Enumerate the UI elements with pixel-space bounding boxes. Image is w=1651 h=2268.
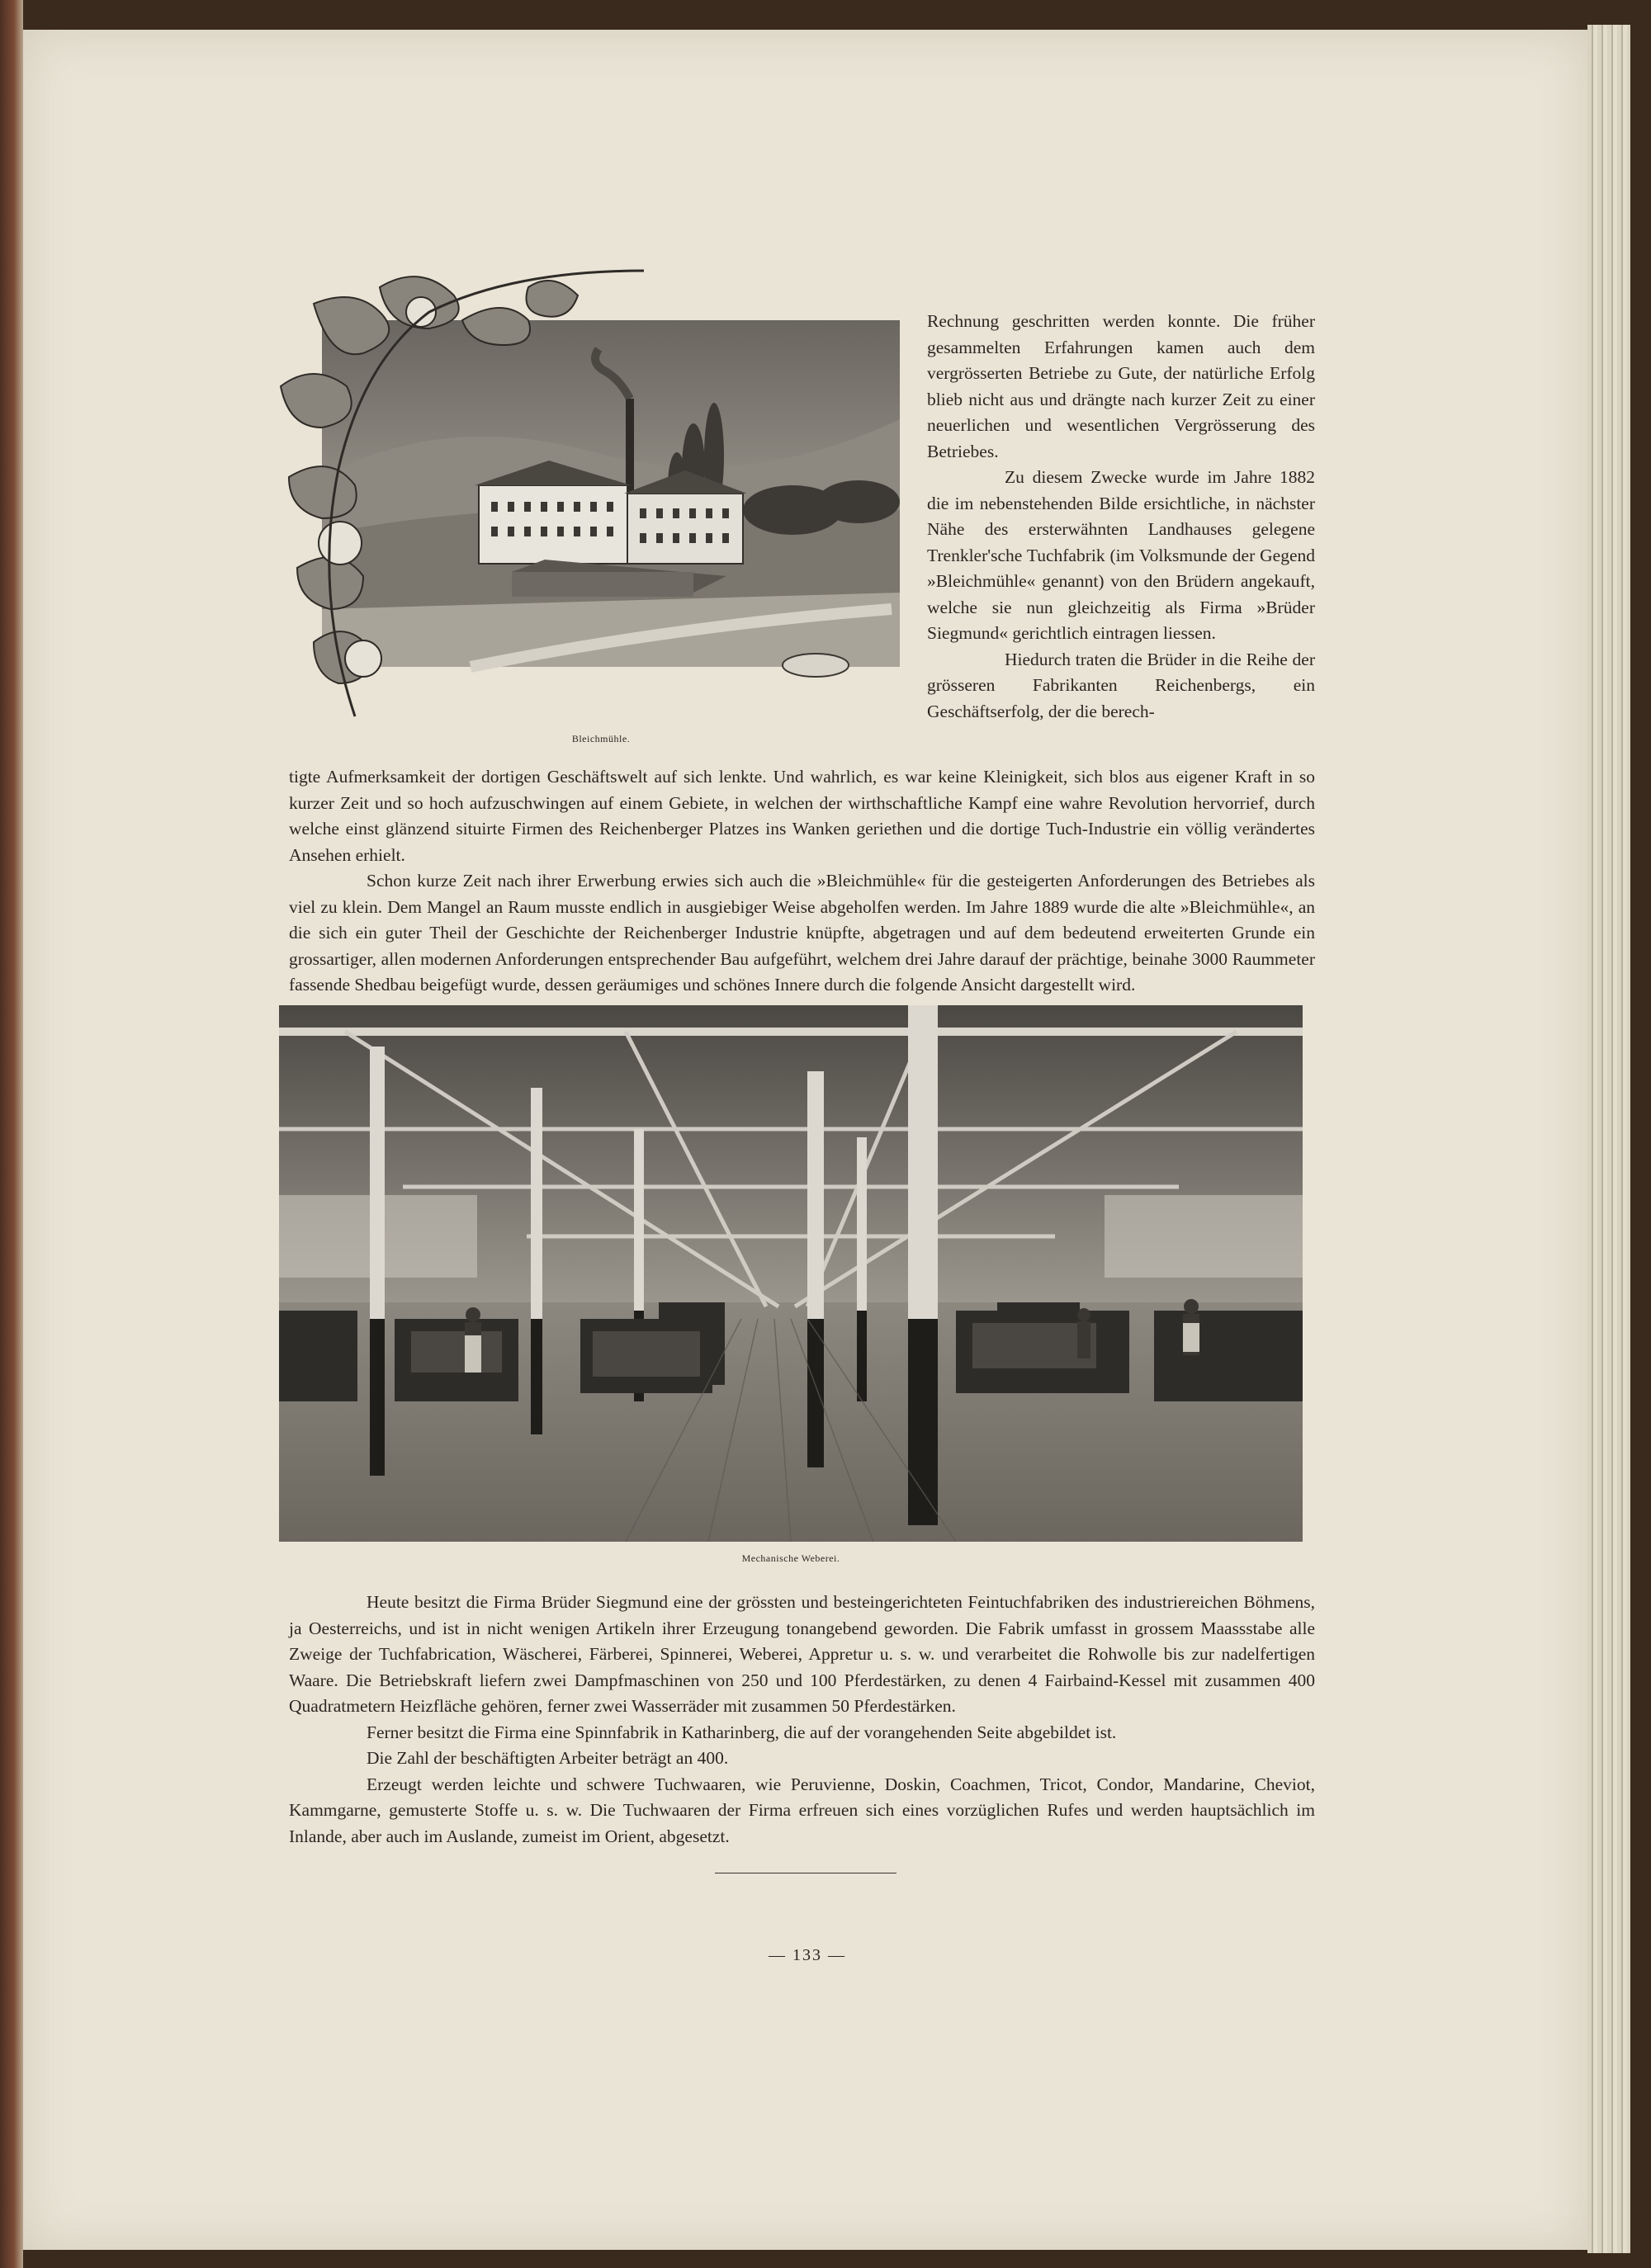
right-column-text xyxy=(927,309,1315,725)
bleichmuehle-illustration xyxy=(264,262,916,725)
weberei-photograph xyxy=(279,1005,1303,1542)
paragraph: Ferner besitzt die Firma eine Spinnfabrik in Katharinberg, die auf der vorangehenden Seite abgebildet ist. xyxy=(367,1722,1117,1742)
paragraph: Erzeugt werden leichte und schwere Tuchwaaren, wie Peruvienne, Doskin, Coachmen, Tricot, Condor, Mandarine, Cheviot, Kammgarne, gemusterte Stoffe u. s. w. Die Tuchwaaren der Firma erfreuen sich eines vorzüglichen Rufes und werden hauptsächlich im Inlande, aber auch im Auslande, zumeist im Orient, abgesetzt. xyxy=(289,1774,1315,1846)
figure2-caption: Mechanische Weberei. xyxy=(741,1552,840,1564)
page-edges xyxy=(1587,25,1630,2253)
upper-text-block xyxy=(289,764,1315,999)
bleichmuehle-engraving xyxy=(264,262,916,725)
page-number: — 133 — xyxy=(769,1946,846,1964)
paragraph: Die Zahl der beschäftigten Arbeiter beträgt an 400. xyxy=(367,1748,729,1768)
lower-text-block xyxy=(289,1590,1315,1850)
book-page xyxy=(23,30,1587,2250)
book-spine xyxy=(0,0,23,2268)
paragraph: Schon kurze Zeit nach ihrer Erwerbung erwies sich auch die »Bleichmühle« für die gesteigerten Anforderungen des Betriebes als viel zu klein. Dem Mangel an Raum musste endlich in ausgiebiger Weise abgeholfen werden. Im Jahre 1889 wurde die alte »Bleichmühle«, an die sich ein guter Theil der Geschichte der Reichenberger Industrie knüpfte, abgetragen und auf dem bedeutend erweiterten Grunde ein grossartiger, allen modernen Anforderungen entsprechender Bau aufgeführt, welchem drei Jahre darauf der prächtige, beinahe 3000 Raummeter fassende Shedbau beigefügt wurde, dessen geräumiges und schönes Innere durch die folgende Ansicht dargestellt wird. xyxy=(289,871,1315,995)
paragraph: Hiedurch traten die Brüder in die Reihe der grösseren Fabrikanten Reichenbergs, ein Geschäftserfolg, der die berech- xyxy=(927,649,1315,721)
weaving-hall-photo xyxy=(279,1005,1303,1542)
paragraph: tigte Aufmerksamkeit der dortigen Geschäftswelt auf sich lenkte. Und wahrlich, es war keine Kleinigkeit, sich blos aus eigener Kraft in so kurzer Zeit und so hoch aufzuschwingen auf einem Gebiete, in welchen der wirthschaftliche Kampf eine wahre Revolution hervorrief, durch welche einst glänzend situirte Firmen des Reichenberger Platzes ins Wanken geriethen und die dortige Tuch-Industrie ein völlig verändertes Ansehen erhielt. xyxy=(289,767,1315,865)
figure1-caption: Bleichmühle. xyxy=(571,733,631,744)
paragraph: Heute besitzt die Firma Brüder Siegmund eine der grössten und besteingerichteten Feintuchfabriken des industriereichen Böhmens, ja Oesterreichs, und ist in nicht wenigen Artikeln ihrer Erzeugung tonangebend geworden. Die Fabrik umfasst in grossem Maassstabe alle Zweige der Tuchfabrication, Wäscherei, Färberei, Spinnerei, Weberei, Appretur u. s. w. und verarbeitet die Rohwolle bis zur nadelfertigen Waare. Die Betriebskraft liefern zwei Dampfmaschinen von 250 und 100 Pferdestärken, zu denen 4 Fairbaind-Kessel mit zusammen 400 Quadratmetern Heizfläche gehören, ferner zwei Wasserräder mit zusammen 50 Pferdestärken. xyxy=(289,1592,1315,1716)
paragraph: Rechnung geschritten werden konnte. Die früher gesammelten Erfahrungen kamen auch dem vergrösserten Betriebe zu Gute, der natürliche Erfolg blieb nicht aus und drängte nach kurzer Zeit zu einer neuerlichen und wesentlichen Vergrösserung des Betriebes. xyxy=(927,311,1315,461)
paragraph: Zu diesem Zwecke wurde im Jahre 1882 die im nebenstehenden Bilde ersichtliche, in nächster Nähe des ersterwähnten Landhauses gelegene Trenkler'sche Tuchfabrik (im Volksmunde der Gegend »Bleichmühle« genannt) von den Brüdern angekauft, welche sie nun gleichzeitig als Firma »Brüder Siegmund« gerichtlich eintragen liessen. xyxy=(927,467,1315,643)
